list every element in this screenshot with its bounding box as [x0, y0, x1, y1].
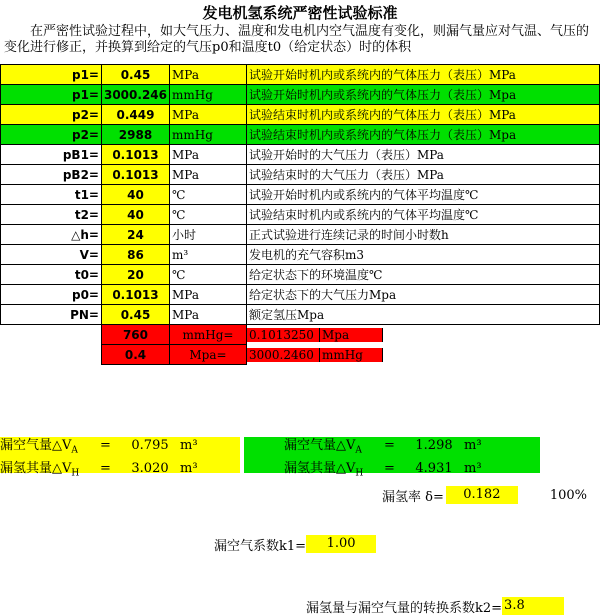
h2-leak-label-text-2: 漏氢其量△V — [284, 460, 356, 476]
param-value[interactable]: 0.45 — [101, 65, 169, 85]
air-leak-label-2 — [284, 437, 384, 460]
air-leak-unit-2: m³ — [464, 438, 482, 453]
h2-leak-label-text: 漏氢其量△V — [0, 460, 72, 476]
leak-rate-row — [382, 486, 587, 504]
h2-leak-unit: m³ — [180, 460, 198, 476]
k2-row — [306, 597, 564, 615]
param-description: 试验结束时机内或系统内的气体平均温度℃ — [246, 205, 599, 225]
param-unit: MPa — [170, 65, 247, 85]
results-left-box — [0, 437, 240, 479]
param-description: 试验结束时机内或系统内的气体压力（表压）Mpa — [246, 125, 599, 145]
results-left-h2-row — [0, 460, 240, 483]
param-symbol: △h= — [1, 225, 102, 245]
air-leak-label-text: 漏空气量△V — [0, 438, 72, 453]
conversion-result-unit: Mpa — [320, 328, 383, 342]
param-symbol: p0= — [1, 285, 102, 305]
intro-paragraph: 在严密性试验过程中，如大气压力、温度和发电机内空气温度有变化，则漏气量应对气温、气压的变化进行修正，并换算到给定的气压p0和温度t0（给定状态）时的体积 — [4, 24, 590, 55]
param-row — [1, 185, 600, 205]
results-right-air-row — [284, 437, 540, 460]
param-description: 试验开始时机内或系统内的气体压力（表压）Mpa — [246, 85, 599, 105]
param-value[interactable]: 2988 — [101, 125, 169, 145]
param-row — [1, 145, 600, 165]
conversion-result-value: 0.1013250 — [247, 328, 320, 342]
param-unit: m³ — [170, 245, 247, 265]
param-value[interactable]: 0.449 — [101, 105, 169, 125]
param-description: 试验开始时机内或系统内的气体压力（表压）MPa — [246, 65, 599, 85]
conversion-unit: Mpa= — [170, 345, 247, 365]
param-symbol: p1= — [1, 65, 102, 85]
param-symbol: pB2= — [1, 165, 102, 185]
results-right-h2-row — [284, 460, 540, 483]
param-symbol: V= — [1, 245, 102, 265]
param-row — [1, 125, 600, 145]
param-symbol: PN= — [1, 305, 102, 325]
k2-label: 漏氢量与漏空气量的转换系数k2= — [306, 600, 503, 616]
param-description: 正式试验进行连续记录的时间小时数h — [246, 225, 599, 245]
param-unit: MPa — [170, 305, 247, 325]
param-row — [1, 205, 600, 225]
param-symbol: t1= — [1, 185, 102, 205]
param-symbol: p2= — [1, 125, 102, 145]
param-description: 试验开始时机内或系统内的气体平均温度℃ — [246, 185, 599, 205]
param-unit: MPa — [170, 145, 247, 165]
param-value[interactable]: 86 — [101, 245, 169, 265]
k1-row — [214, 535, 376, 553]
results-left-air-row — [0, 437, 240, 460]
param-unit: ℃ — [170, 185, 247, 205]
param-row — [1, 305, 600, 325]
conversion-spacer — [1, 325, 102, 345]
param-description: 试验开始时的大气压力（表压）MPa — [246, 145, 599, 165]
param-value[interactable]: 40 — [101, 185, 169, 205]
conversion-value[interactable]: 0.4 — [101, 345, 169, 365]
sheet-title: 发电机氢系统严密性试验标准 — [202, 4, 398, 22]
leak-rate-max: 100% — [549, 487, 588, 503]
param-unit: MPa — [170, 285, 247, 305]
param-value[interactable]: 20 — [101, 265, 169, 285]
conversion-row — [1, 325, 600, 345]
param-unit: ℃ — [170, 265, 247, 285]
air-leak-value-2[interactable]: 1.298 — [415, 438, 453, 453]
param-row — [1, 245, 600, 265]
h2-leak-sub-2: H — [355, 468, 364, 479]
equals-sign: = — [384, 438, 395, 453]
air-leak-sub-2: A — [355, 445, 362, 456]
equals-sign: = — [384, 460, 395, 476]
param-value[interactable]: 40 — [101, 205, 169, 225]
results-right-box — [244, 437, 540, 479]
air-leak-unit: m³ — [180, 438, 198, 453]
h2-leak-value-2[interactable]: 4.931 — [415, 460, 453, 476]
k1-value[interactable]: 1.00 — [306, 535, 376, 553]
param-description: 试验结束时机内或系统内的气体压力（表压）MPa — [246, 105, 599, 125]
k1-label: 漏空气系数k1= — [214, 538, 307, 554]
conversion-result — [246, 345, 599, 365]
conversion-row — [1, 345, 600, 365]
param-description: 额定氢压Mpa — [246, 305, 599, 325]
param-row — [1, 165, 600, 185]
k2-value[interactable]: 3.8 — [502, 597, 564, 615]
param-unit: 小时 — [170, 225, 247, 245]
air-leak-value[interactable]: 0.795 — [131, 438, 169, 453]
air-leak-sub: A — [71, 445, 78, 456]
param-row — [1, 285, 600, 305]
param-symbol: t0= — [1, 265, 102, 285]
leak-rate-label: 漏氢率 δ= — [382, 489, 444, 505]
param-row — [1, 105, 600, 125]
param-description: 试验结束时的大气压力（表压）MPa — [246, 165, 599, 185]
param-unit: MPa — [170, 105, 247, 125]
params-body — [1, 65, 600, 365]
param-unit: mmHg — [170, 125, 247, 145]
conversion-result-value: 3000.2460 — [247, 348, 320, 362]
param-row — [1, 65, 600, 85]
param-unit: MPa — [170, 165, 247, 185]
h2-leak-label — [0, 460, 100, 483]
param-description: 给定状态下的环境温度℃ — [246, 265, 599, 285]
air-leak-label-text-2: 漏空气量△V — [284, 438, 356, 453]
intro-text — [4, 24, 598, 56]
conversion-value[interactable]: 760 — [101, 325, 169, 345]
param-value[interactable]: 0.45 — [101, 305, 169, 325]
param-symbol: p1= — [1, 85, 102, 105]
param-value[interactable]: 24 — [101, 225, 169, 245]
param-description: 发电机的充气容积m3 — [246, 245, 599, 265]
param-value[interactable]: 0.1013 — [101, 145, 169, 165]
equals-sign: = — [100, 460, 111, 476]
leak-rate-value[interactable]: 0.182 — [446, 486, 518, 504]
param-unit: mmHg — [170, 85, 247, 105]
param-row — [1, 265, 600, 285]
equals-sign: = — [100, 438, 111, 453]
h2-leak-value[interactable]: 3.020 — [131, 460, 169, 476]
h2-leak-unit-2: m³ — [464, 460, 482, 476]
param-symbol: t2= — [1, 205, 102, 225]
param-row — [1, 85, 600, 105]
param-value[interactable]: 0.1013 — [101, 165, 169, 185]
param-symbol: pB1= — [1, 145, 102, 165]
params-table — [0, 64, 600, 365]
h2-leak-label-2 — [284, 460, 384, 483]
conversion-spacer — [1, 345, 102, 365]
param-row — [1, 225, 600, 245]
param-value[interactable]: 3000.246 — [101, 85, 169, 105]
param-value[interactable]: 0.1013 — [101, 285, 169, 305]
air-leak-label — [0, 437, 100, 460]
param-description: 给定状态下的大气压力Mpa — [246, 285, 599, 305]
param-unit: ℃ — [170, 205, 247, 225]
conversion-result — [246, 325, 599, 345]
h2-leak-sub: H — [71, 468, 80, 479]
conversion-unit: mmHg= — [170, 325, 247, 345]
conversion-result-unit: mmHg — [320, 348, 383, 362]
param-symbol: p2= — [1, 105, 102, 125]
